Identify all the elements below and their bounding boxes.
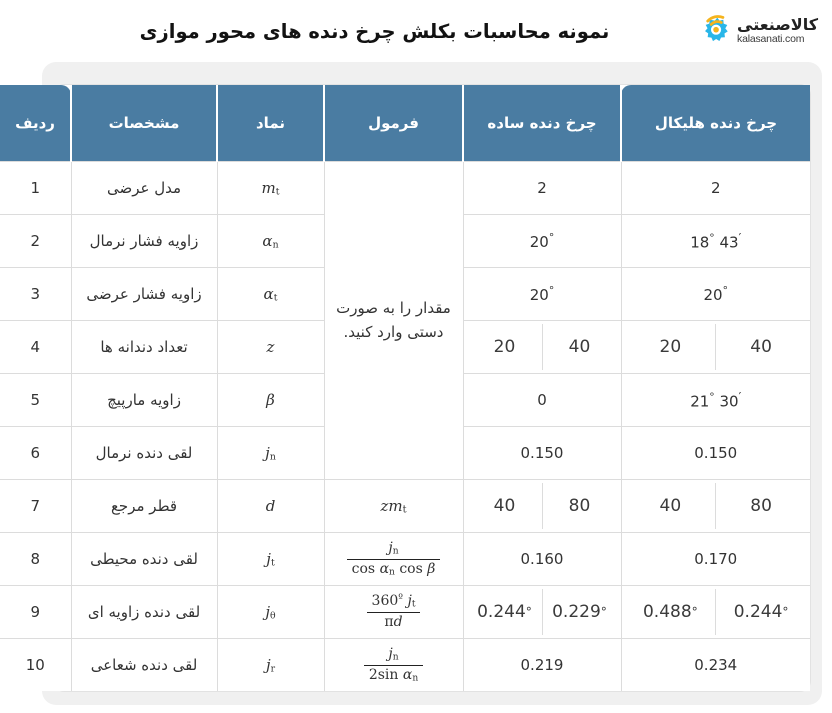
backlash-calculation-table [0, 85, 810, 691]
column-header-formula: فرمول [324, 85, 463, 162]
cell-specification: لقی دنده شعاعی [71, 639, 217, 692]
cell-symbol: $\alpha_t$ [217, 268, 324, 321]
cell-simple-value-a: 40 [468, 483, 543, 529]
cell-helical-value: 21° 30′ [621, 374, 810, 427]
cell-simple-value-split [463, 586, 621, 639]
cell-specification: زاویه فشار نرمال [71, 215, 217, 268]
cell-helical-value-a: 20 [626, 324, 717, 370]
cell-simple-value-a: 0.244 ° [468, 589, 543, 635]
cell-simple-value: 0 [463, 374, 621, 427]
cell-helical-value: 0.170 [621, 533, 810, 586]
brand-domain: kalasanati.com [737, 33, 805, 46]
cell-simple-value-b: 0.229 ° [552, 602, 607, 622]
cell-helical-value: 0.150 [621, 427, 810, 480]
table-head [0, 85, 810, 162]
table-row [0, 533, 810, 586]
cell-simple-value-split [463, 480, 621, 533]
cell-formula: zmt [324, 480, 463, 533]
content-panel [15, 62, 822, 705]
cell-symbol: $j_t$ [217, 533, 324, 586]
table-body [0, 162, 810, 692]
cell-specification: زاویه فشار عرضی [71, 268, 217, 321]
column-header-symbol: نماد [217, 85, 324, 162]
cell-formula: $\frac{360^º jt}{\pi d}$ [324, 586, 463, 639]
column-header-helical-gear: چرخ دنده هلیکال [621, 85, 810, 162]
table-row [0, 586, 810, 639]
cell-simple-value: 0.150 [463, 427, 621, 480]
cell-helical-value: 2 [621, 162, 810, 215]
page-header [32, 0, 832, 62]
cell-specification: زاویه مارپیچ [71, 374, 217, 427]
cell-helical-value: 20° [621, 268, 810, 321]
cell-helical-value-a: 0.488 ° [626, 589, 717, 635]
page-title: نمونه محاسبات بکلش چرخ دنده های محور موازی [139, 19, 610, 43]
cell-simple-value: 0.160 [463, 533, 621, 586]
cell-simple-value: 20° [463, 268, 621, 321]
calculation-table-wrapper [15, 85, 810, 691]
cell-formula: $\frac{jn}{\text{2sin αn}}$ [324, 639, 463, 692]
cell-formula: $\frac{jn}{\text{cos αn cos β}}$ [324, 533, 463, 586]
cell-simple-value: 20° [463, 215, 621, 268]
cell-specification: تعداد دندانه ها [71, 321, 217, 374]
cell-specification: لقی دنده زاویه ای [71, 586, 217, 639]
cell-helical-value: 0.234 [621, 639, 810, 692]
table-row [0, 639, 810, 692]
cell-symbol: $j_r$ [217, 639, 324, 692]
column-header-spur-gear: چرخ دنده ساده [463, 85, 621, 162]
cell-simple-value-a: 20 [468, 324, 543, 370]
cell-helical-value-a: 40 [626, 483, 717, 529]
cell-row-number: 1 [0, 162, 71, 215]
cell-row-number: 2 [0, 215, 71, 268]
cell-row-number: 10 [0, 639, 71, 692]
cell-symbol: $j_\theta$ [217, 586, 324, 639]
cell-helical-value-b: 0.244 ° [733, 602, 789, 622]
gear-wifi-logo-icon [687, 12, 731, 50]
cell-symbol: $j_n$ [217, 427, 324, 480]
cell-specification: قطر مرجع [71, 480, 217, 533]
cell-symbol: $\alpha_n$ [217, 215, 324, 268]
cell-specification: لقی دنده نرمال [71, 427, 217, 480]
cell-row-number: 3 [0, 268, 71, 321]
cell-helical-value-split [621, 586, 810, 639]
cell-row-number: 7 [0, 480, 71, 533]
cell-symbol: d [217, 480, 324, 533]
cell-row-number: 5 [0, 374, 71, 427]
cell-row-number: 8 [0, 533, 71, 586]
cell-symbol: $m_t$ [217, 162, 324, 215]
cell-row-number: 9 [0, 586, 71, 639]
cell-row-number: 6 [0, 427, 71, 480]
column-header-row-number: ردیف [0, 85, 71, 162]
table-header-row [0, 85, 810, 162]
table-row [0, 480, 810, 533]
brand-text [737, 17, 818, 45]
cell-simple-value-b: 80 [568, 496, 591, 516]
cell-row-number: 4 [0, 321, 71, 374]
brand-name: کالاصنعتی [737, 15, 818, 35]
table-row [0, 162, 810, 215]
cell-helical-value-split [621, 480, 810, 533]
brand-logo-block [687, 12, 818, 50]
cell-specification: مدل عرضی [71, 162, 217, 215]
cell-simple-value: 2 [463, 162, 621, 215]
cell-helical-value-b: 40 [750, 337, 772, 357]
cell-symbol: β [217, 374, 324, 427]
cell-simple-value-b: 40 [568, 337, 591, 357]
column-header-specification: مشخصات [71, 85, 217, 162]
cell-helical-value: 18° 43′ [621, 215, 810, 268]
cell-simple-value-split [463, 321, 621, 374]
cell-manual-entry-note: مقدار را به صورت دستی وارد کنید. [324, 162, 463, 480]
cell-simple-value: 0.219 [463, 639, 621, 692]
cell-helical-value-split [621, 321, 810, 374]
cell-specification: لقی دنده محیطی [71, 533, 217, 586]
cell-helical-value-b: 80 [750, 496, 772, 516]
cell-symbol: z [217, 321, 324, 374]
